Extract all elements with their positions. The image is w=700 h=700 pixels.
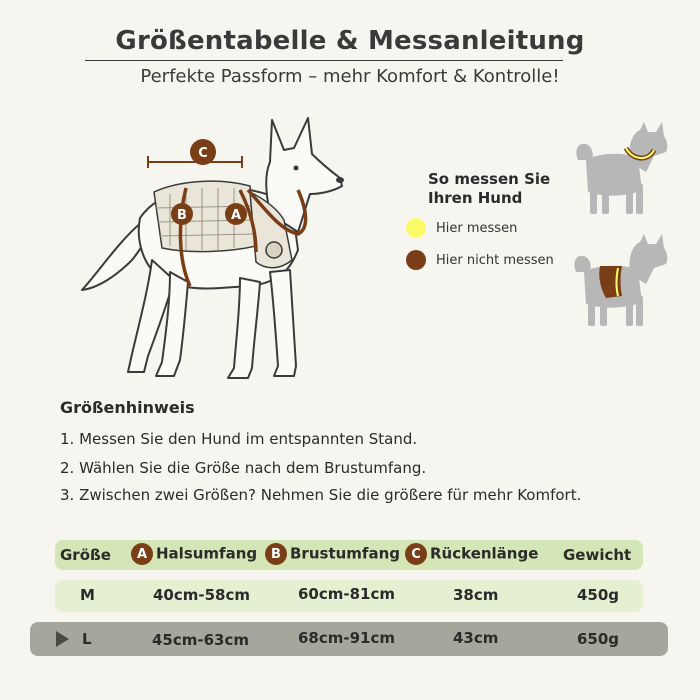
page-title: Größentabelle & Messanleitung xyxy=(115,26,585,56)
size-table-header xyxy=(55,540,643,570)
hints-title: Größenhinweis xyxy=(60,398,195,417)
row-weight: 450g xyxy=(577,586,620,604)
header-back-label: Rückenlänge xyxy=(430,544,539,563)
badge-b-icon: B xyxy=(265,543,287,565)
dog-harness-illustration xyxy=(70,110,370,390)
measure-guide-title xyxy=(428,170,550,208)
table-row xyxy=(55,580,643,612)
measure-guide-title-line2: Ihren Hund xyxy=(428,189,523,207)
header-chest-label: Brustumfang xyxy=(290,544,400,563)
header-neck xyxy=(131,543,257,565)
legend-do-not-measure xyxy=(406,250,554,270)
page-subtitle: Perfekte Passform – mehr Komfort & Kontrolle! xyxy=(140,66,560,87)
marker-b-label: B xyxy=(177,208,187,223)
measure-guide-title-line1: So messen Sie xyxy=(428,170,551,188)
header-chest xyxy=(265,543,400,565)
hint-item: 2. Wählen Sie die Größe nach dem Brustumfang. xyxy=(60,459,427,477)
header-back xyxy=(405,543,538,565)
hint-item: 3. Zwischen zwei Größen? Nehmen Sie die größere für mehr Komfort. xyxy=(60,486,582,504)
row-chest: 60cm-81cm xyxy=(298,585,396,603)
row-neck: 40cm-58cm xyxy=(153,586,251,604)
legend-do-not-measure-label: Hier nicht messen xyxy=(436,252,554,268)
legend-measure-here xyxy=(406,218,517,238)
marker-c-label: C xyxy=(198,146,208,161)
back-length-marker xyxy=(148,139,242,168)
gray-dog-incorrect-icon xyxy=(570,230,670,330)
row-neck: 45cm-63cm xyxy=(152,631,250,649)
legend-measure-here-label: Hier messen xyxy=(436,220,518,236)
marker-b xyxy=(171,203,193,225)
row-back: 43cm xyxy=(453,629,499,647)
play-arrow-icon xyxy=(56,631,69,647)
row-chest: 68cm-91cm xyxy=(298,629,396,647)
title-divider xyxy=(85,60,563,61)
brown-dot-icon xyxy=(406,250,426,270)
header-size: Größe xyxy=(60,546,111,564)
marker-a xyxy=(225,203,247,225)
row-size: L xyxy=(82,630,92,648)
yellow-dot-icon xyxy=(406,218,426,238)
marker-a-label: A xyxy=(230,208,242,223)
hint-item: 1. Messen Sie den Hund im entspannten Stand. xyxy=(60,430,418,448)
gray-dog-correct-icon xyxy=(570,120,670,220)
table-row xyxy=(30,622,668,656)
badge-a-icon: A xyxy=(131,543,153,565)
badge-c-icon: C xyxy=(405,543,427,565)
row-size: M xyxy=(80,586,95,604)
row-back: 38cm xyxy=(453,586,499,604)
header-weight: Gewicht xyxy=(563,546,632,564)
row-weight: 650g xyxy=(577,630,620,648)
header-neck-label: Halsumfang xyxy=(156,544,258,563)
